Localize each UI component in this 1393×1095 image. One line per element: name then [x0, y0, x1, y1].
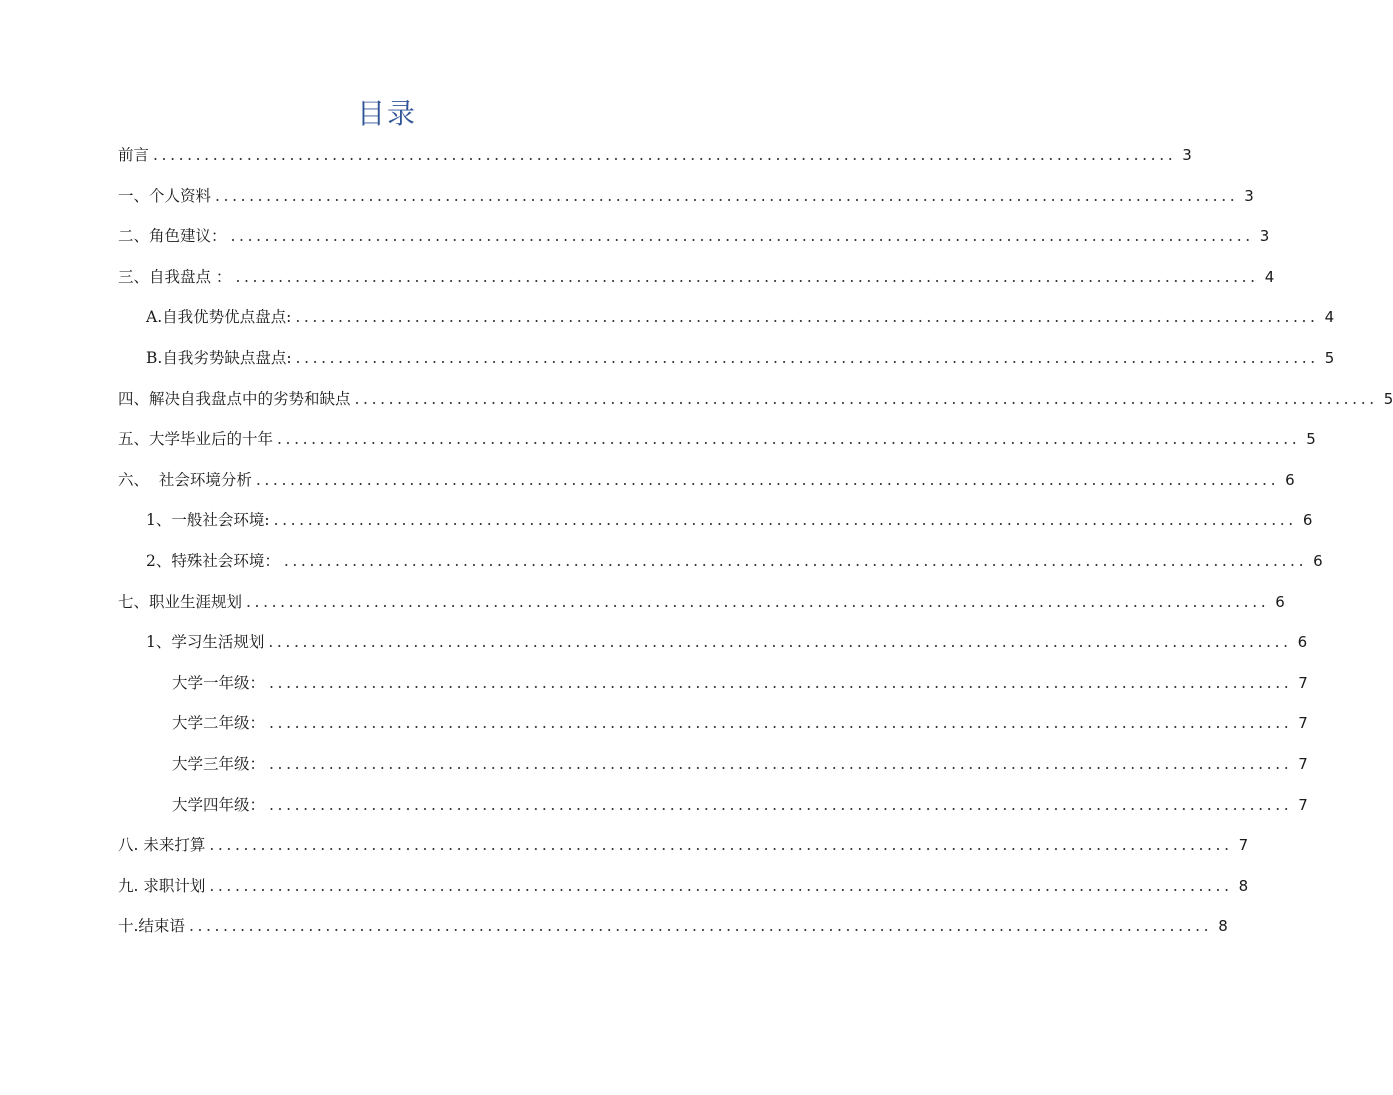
toc-leader-dots: ........................................................................................................................: [295, 308, 1319, 327]
toc-entry[interactable]: [118, 627, 1308, 668]
toc-entry[interactable]: [118, 424, 1316, 465]
toc-entry-page: 3: [1259, 227, 1270, 246]
toc-entry-label: 大学三年级：: [172, 754, 266, 773]
toc-entry-page: 8: [1218, 917, 1228, 936]
toc-entry-label: 四、解决自我盘点中的劣势和缺点: [118, 389, 351, 408]
toc-leader-dots: ........................................................................................................................: [209, 876, 1233, 895]
toc-entry[interactable]: [118, 668, 1308, 709]
toc-entry[interactable]: [118, 140, 1192, 181]
toc-entry-page: 6: [1302, 511, 1313, 530]
toc-entry-label: A.自我优势优点盘点:: [146, 308, 292, 327]
toc-list: [118, 140, 1393, 952]
toc-leader-dots: ........................................................................................................................: [255, 470, 1280, 489]
toc-entry[interactable]: [118, 749, 1308, 790]
toc-entry[interactable]: [118, 830, 1249, 871]
toc-entry[interactable]: [118, 181, 1254, 222]
toc-entry-page: 4: [1324, 308, 1335, 327]
toc-entry-label: 大学四年级：: [172, 795, 266, 814]
toc-entry-label: 前言: [118, 146, 150, 164]
toc-entry[interactable]: [118, 790, 1308, 831]
toc-entry-page: 8: [1238, 876, 1249, 895]
toc-leader-dots: ........................................................................................................................: [209, 836, 1233, 855]
toc-entry[interactable]: [118, 221, 1270, 262]
toc-entry[interactable]: [118, 343, 1335, 384]
toc-leader-dots: ........................................................................................................................: [295, 348, 1319, 367]
toc-entry-page: 6: [1275, 592, 1285, 611]
toc-leader-dots: ........................................................................................................................: [268, 633, 1292, 652]
toc-entry-label: 1、学习生活规划: [146, 633, 265, 652]
toc-entry-label: 2、特殊社会环境：: [146, 551, 280, 570]
toc-entry-label: 九. 求职计划: [118, 876, 206, 895]
toc-entry-label: 一、个人资料: [118, 186, 212, 205]
toc-entry-page: 3: [1244, 186, 1254, 205]
toc-title: 目录: [356, 97, 417, 130]
toc-entry-page: 5: [1324, 348, 1335, 367]
toc-entry-label: 十.结束语: [118, 917, 185, 936]
toc-entry-label: 八. 未来打算: [118, 836, 206, 855]
toc-entry-page: 5: [1306, 430, 1316, 449]
toc-leader-dots: ........................................................................................................................: [188, 917, 1213, 936]
toc-entry-label: 1、一般社会环境:: [146, 511, 270, 530]
toc-leader-dots: ........................................................................................................................: [246, 592, 1270, 611]
toc-entry-page: 7: [1298, 673, 1308, 692]
toc-entry-page: 7: [1298, 754, 1308, 773]
toc-entry-label: 六、 社会环境分析: [118, 470, 252, 489]
toc-leader-dots: ........................................................................................................................: [269, 795, 1293, 814]
toc-leader-dots: ........................................................................................................................: [277, 430, 1301, 449]
toc-leader-dots: ........................................................................................................................: [153, 146, 1177, 164]
toc-entry-page: 6: [1285, 470, 1295, 489]
toc-entry-label: B.自我劣势缺点盘点:: [146, 348, 292, 367]
toc-entry[interactable]: [118, 708, 1308, 749]
toc-entry-page: 7: [1298, 714, 1308, 733]
toc-entry-page: 3: [1182, 146, 1192, 164]
toc-entry[interactable]: [118, 546, 1323, 587]
toc-entry[interactable]: [118, 587, 1285, 628]
toc-entry[interactable]: [118, 302, 1335, 343]
toc-leader-dots: ........................................................................................................................: [273, 511, 1297, 530]
toc-entry-label: 大学一年级：: [172, 673, 266, 692]
toc-leader-dots: ........................................................................................................................: [283, 551, 1308, 570]
toc-entry[interactable]: [118, 384, 1393, 425]
toc-leader-dots: ........................................................................................................................: [269, 754, 1293, 773]
toc-entry[interactable]: [118, 505, 1313, 546]
toc-leader-dots: ........................................................................................................................: [235, 267, 1259, 286]
toc-entry-label: 大学二年级：: [172, 714, 266, 733]
toc-entry-page: 4: [1264, 267, 1275, 286]
toc-entry-page: 6: [1297, 633, 1308, 652]
toc-entry-page: 6: [1313, 551, 1323, 570]
toc-leader-dots: ........................................................................................................................: [215, 186, 1239, 205]
toc-entry-label: 三、自我盘点 ：: [118, 267, 232, 286]
toc-entry-label: 五、大学毕业后的十年: [118, 430, 274, 449]
toc-leader-dots: ........................................................................................................................: [269, 714, 1293, 733]
toc-leader-dots: ........................................................................................................................: [230, 227, 1254, 246]
toc-leader-dots: ........................................................................................................................: [269, 673, 1293, 692]
toc-entry-page: 5: [1383, 389, 1393, 408]
toc-entry-page: 7: [1238, 836, 1249, 855]
toc-entry[interactable]: [118, 871, 1249, 912]
toc-entry[interactable]: [118, 262, 1275, 303]
toc-entry-label: 二、角色建议：: [118, 227, 227, 246]
toc-entry[interactable]: [118, 465, 1295, 506]
toc-entry-label: 七、职业生涯规划: [118, 592, 243, 611]
toc-entry-page: 7: [1298, 795, 1308, 814]
toc-entry[interactable]: [118, 911, 1228, 952]
toc-leader-dots: ........................................................................................................................: [354, 389, 1378, 408]
